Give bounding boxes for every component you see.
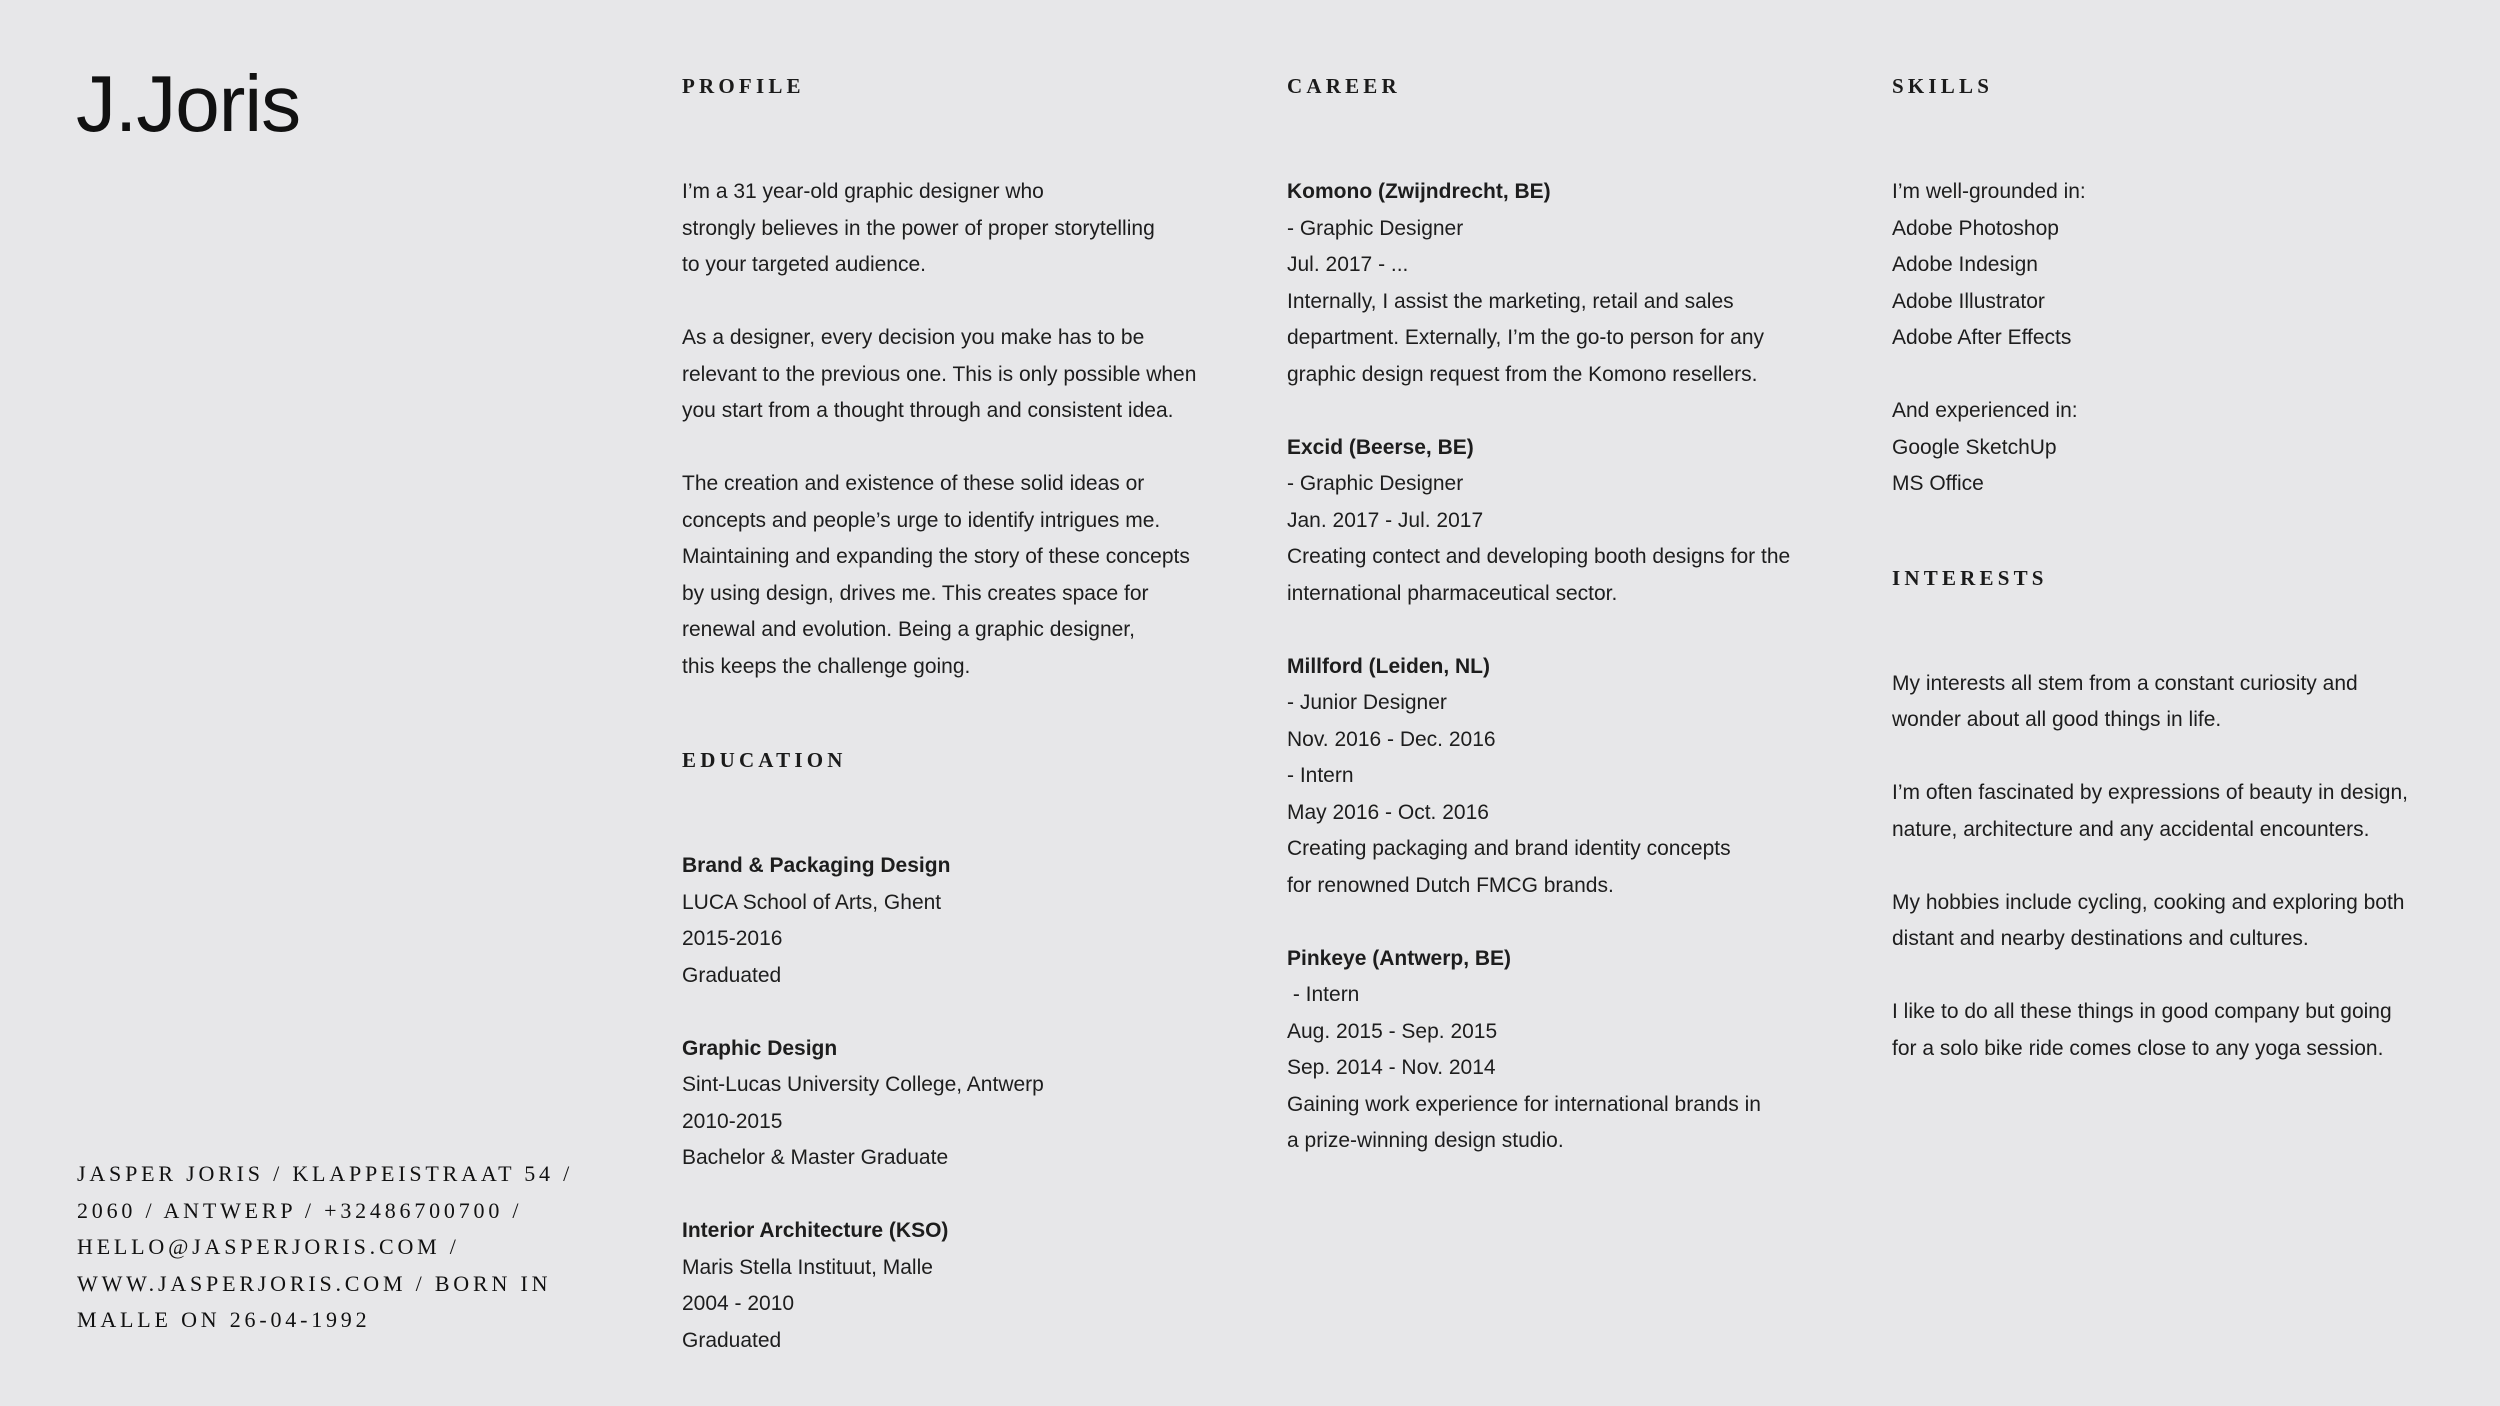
text-line: Bachelor & Master Graduate — [682, 1146, 949, 1169]
text-line: I’m well-grounded in: — [1892, 180, 2086, 203]
career-title: Millford (Leiden, NL) — [1287, 654, 1490, 678]
interests-paragraph — [1892, 885, 2452, 958]
education-heading: EDUCATION — [682, 748, 847, 772]
text-line: nature, architecture and any accidental encounters. — [1892, 817, 2370, 841]
text-line: 2015-2016 — [682, 927, 783, 950]
text-line: As a designer, every decision you make has to be — [682, 326, 1145, 349]
text-line: renewal and evolution. Being a graphic designer, — [682, 618, 1135, 641]
text-line: Creating packaging and brand identity concepts — [1287, 837, 1731, 860]
logo: J.Joris — [76, 59, 301, 148]
skills-group — [1892, 393, 2452, 503]
text-line: Aug. 2015 - Sep. 2015 — [1287, 1019, 1498, 1043]
interests-paragraph — [1892, 666, 2452, 739]
text-line: a prize-winning design studio. — [1287, 1129, 1564, 1152]
career-title: Pinkeye (Antwerp, BE) — [1287, 946, 1512, 970]
career-heading: CAREER — [1287, 74, 1401, 98]
text-line: for a solo bike ride comes close to any yoga session. — [1892, 1036, 2384, 1060]
text-line: May 2016 - Oct. 2016 — [1287, 800, 1489, 824]
contact-line: HELLO@JASPERJORIS.COM / — [77, 1234, 460, 1259]
text-line: Maintaining and expanding the story of these concepts — [682, 545, 1190, 568]
text-line: this keeps the challenge going. — [682, 654, 971, 678]
skill-item: Adobe Photoshop — [1892, 216, 2059, 240]
text-line: LUCA School of Arts, Ghent — [682, 890, 942, 914]
interests-heading: INTERESTS — [1892, 565, 2048, 590]
text-line: I’m often fascinated by expressions of beauty in design, — [1892, 781, 2408, 804]
text-line: relevant to the previous one. This is only possible when — [682, 362, 1197, 386]
text-line: for renowned Dutch FMCG brands. — [1287, 873, 1614, 897]
profile-paragraph — [682, 174, 1242, 284]
education-title: Graphic Design — [682, 1036, 838, 1060]
text-line: department. Externally, I’m the go-to person for any — [1287, 326, 1765, 349]
text-line: graphic design request from the Komono resellers. — [1287, 362, 1758, 386]
education-title: Brand & Packaging Design — [682, 854, 951, 877]
text-line: you start from a thought through and consistent idea. — [682, 399, 1174, 422]
skill-item: Adobe Illustrator — [1892, 289, 2045, 313]
text-line: Internally, I assist the marketing, retail and sales — [1287, 289, 1734, 313]
education-entry — [682, 1031, 1242, 1177]
text-line: - Junior Designer — [1287, 691, 1447, 714]
text-line: Jan. 2017 - Jul. 2017 — [1287, 508, 1484, 532]
text-line: Graduated — [682, 963, 782, 987]
text-line: The creation and existence of these solid ideas or — [682, 472, 1145, 495]
text-line: strongly believes in the power of proper storytelling — [682, 216, 1155, 240]
contact-line: 2060 / ANTWERP / +32486700700 / — [77, 1197, 523, 1223]
text-line: - Intern — [1287, 764, 1354, 787]
text-line: - Graphic Designer — [1287, 472, 1464, 495]
skill-item: MS Office — [1892, 472, 1984, 495]
skills-column — [1892, 75, 2452, 1067]
text-line: I like to do all these things in good company but going — [1892, 1000, 2392, 1023]
contact-line: MALLE ON 26-04-1992 — [77, 1307, 371, 1332]
text-line: - Graphic Designer — [1287, 216, 1464, 240]
contact-info — [77, 1156, 637, 1339]
education-title: Interior Architecture (KSO) — [682, 1219, 949, 1242]
text-line: Sint-Lucas University College, Antwerp — [682, 1073, 1044, 1096]
text-line: to your targeted audience. — [682, 253, 927, 276]
text-line: by using design, drives me. This creates space for — [682, 581, 1149, 605]
skills-group — [1892, 174, 2452, 357]
text-line: Creating contect and developing booth designs for the — [1287, 545, 1791, 568]
career-title: Excid (Beerse, BE) — [1287, 435, 1474, 459]
profile-heading: PROFILE — [682, 74, 805, 98]
text-line: I’m a 31 year-old graphic designer who — [682, 180, 1044, 203]
interests-text — [1892, 666, 2452, 1068]
text-line: My interests all stem from a constant curiosity and — [1892, 671, 2358, 695]
contact-line: JASPER JORIS / KLAPPEISTRAAT 54 / — [77, 1161, 574, 1186]
career-title: Komono (Zwijndrecht, BE) — [1287, 180, 1551, 203]
profile-paragraph — [682, 466, 1242, 685]
text-line: Gaining work experience for international brands in — [1287, 1092, 1761, 1116]
text-line: Graduated — [682, 1328, 782, 1352]
career-entry — [1287, 174, 1847, 393]
skills-heading: SKILLS — [1892, 74, 1994, 98]
skill-item: Adobe After Effects — [1892, 326, 2072, 349]
career-column — [1287, 75, 1847, 1160]
profile-paragraph — [682, 320, 1242, 430]
career-entry — [1287, 649, 1847, 905]
education-list — [682, 848, 1242, 1359]
career-entry — [1287, 941, 1847, 1160]
interests-paragraph — [1892, 775, 2452, 848]
career-list — [1287, 174, 1847, 1160]
text-line: Nov. 2016 - Dec. 2016 — [1287, 727, 1496, 751]
text-line: My hobbies include cycling, cooking and exploring both — [1892, 890, 2405, 914]
education-entry — [682, 848, 1242, 994]
text-line: Maris Stella Instituut, Malle — [682, 1255, 933, 1279]
text-line: concepts and people’s urge to identify intrigues me. — [682, 508, 1161, 532]
text-line: And experienced in: — [1892, 399, 2078, 422]
text-line: 2010-2015 — [682, 1109, 783, 1133]
career-entry — [1287, 430, 1847, 613]
skill-item: Google SketchUp — [1892, 435, 2057, 459]
text-line: wonder about all good things in life. — [1892, 708, 2222, 731]
text-line: Sep. 2014 - Nov. 2014 — [1287, 1056, 1496, 1079]
profile-column — [682, 75, 1242, 1359]
contact-line: WWW.JASPERJORIS.COM / BORN IN — [77, 1270, 552, 1296]
profile-text — [682, 174, 1242, 685]
text-line: 2004 - 2010 — [682, 1292, 795, 1315]
text-line: Jul. 2017 - ... — [1287, 253, 1409, 276]
text-line: distant and nearby destinations and cultures. — [1892, 927, 2309, 950]
skill-item: Adobe Indesign — [1892, 253, 2038, 276]
interests-paragraph — [1892, 994, 2452, 1067]
education-entry — [682, 1213, 1242, 1359]
text-line: international pharmaceutical sector. — [1287, 581, 1618, 605]
skills-list — [1892, 174, 2452, 503]
text-line: - Intern — [1287, 983, 1360, 1006]
